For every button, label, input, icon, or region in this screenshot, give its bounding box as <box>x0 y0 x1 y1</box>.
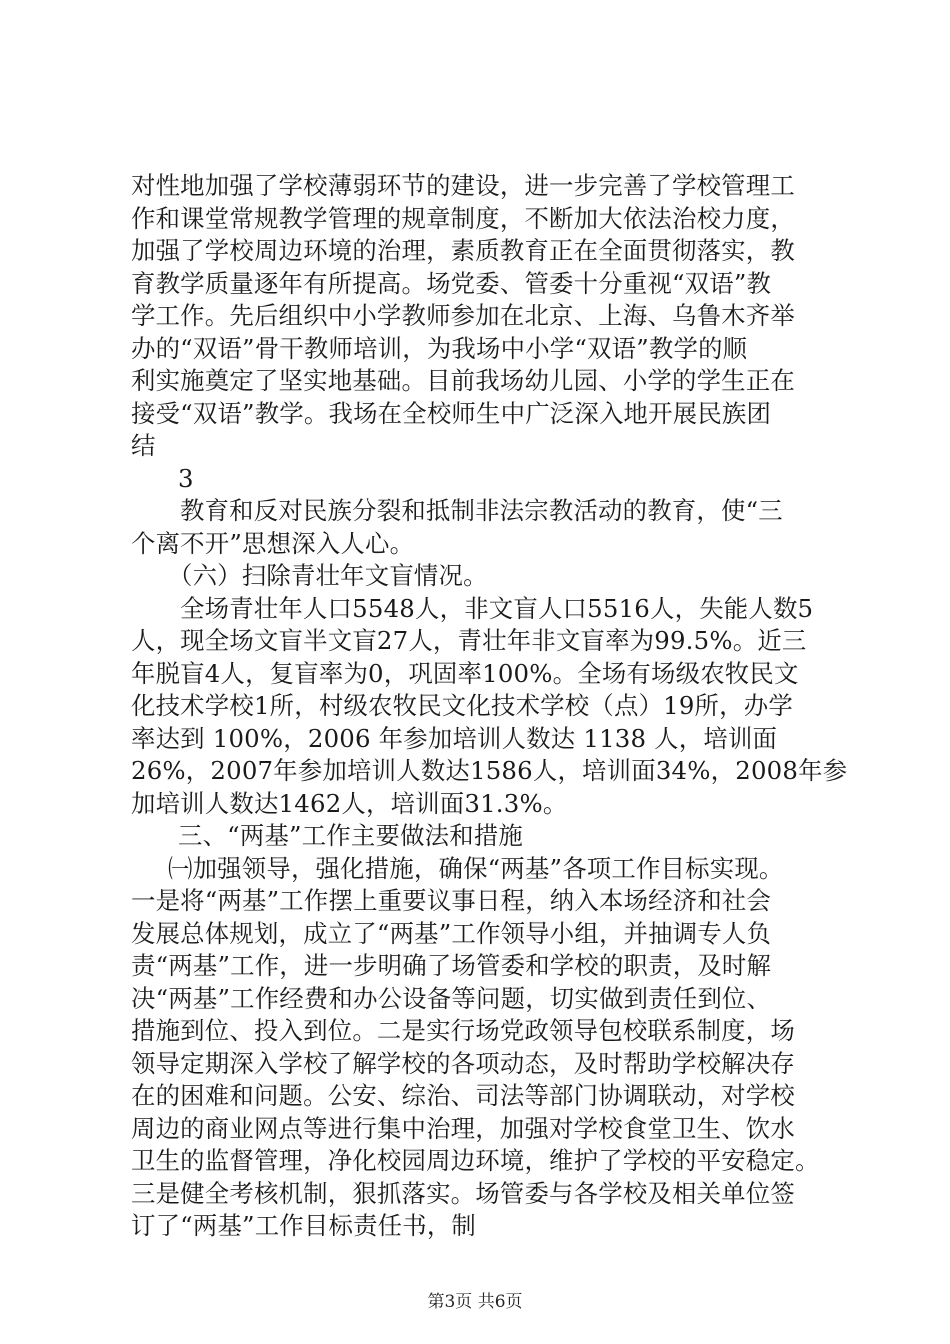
body-text-line: 一是将“两基”工作摆上重要议事日程，纳入本场经济和社会 <box>131 886 772 915</box>
body-text-line: 年脱盲4人，复盲率为0，巩固率100%。全场有场级农牧民文 <box>131 658 799 688</box>
body-text-line: 加培训人数达1462人，培训面31.3%。 <box>131 788 568 818</box>
paragraph-first-line: 教育和反对民族分裂和抵制非法宗教活动的教育，使“三 <box>180 496 783 525</box>
page-footer: 第3页 共6页 <box>427 1292 523 1312</box>
body-text-line: 订了“两基”工作目标责任书，制 <box>131 1211 477 1240</box>
page-number-marker: 3 <box>178 463 194 493</box>
body-text-line: 办的“双语”骨干教师培训，为我场中小学“双语”教学的顺 <box>131 333 748 363</box>
body-text-line: 加强了学校周边环境的治理，素质教育正在全面贯彻落实，教 <box>131 236 795 265</box>
paragraph-first-line: 全场青壮年人口5548人，非文盲人口5516人，失能人数5 <box>180 593 814 623</box>
body-text-line: 周边的商业网点等进行集中治理，加强对学校食堂卫生、饮水 <box>131 1113 795 1143</box>
body-text-line: 学工作。先后组织中小学教师参加在北京、上海、乌鲁木齐举 <box>131 301 795 330</box>
body-text-line: 个离不开”思想深入人心。 <box>131 528 415 558</box>
body-text-line: 人，现全场文盲半文盲27人，青壮年非文盲率为99.5%。近三 <box>131 626 807 655</box>
paragraph-first-line: ㈠加强领导，强化措施，确保“两基”各项工作目标实现。 <box>168 853 784 883</box>
section-heading: （六）扫除青壮年文盲情况。 <box>168 561 488 590</box>
body-text-line: 接受“双语”教学。我场在全校师生中广泛深入地开展民族团 <box>131 398 772 428</box>
body-text-line: 率达到 100%，2006 年参加培训人数达 1138 人，培训面 <box>131 723 778 753</box>
body-text-line: 决“两基”工作经费和办公设备等问题，切实做到责任到位、 <box>131 983 772 1013</box>
body-text-line: 化技术学校1所，村级农牧民文化技术学校（点）19所，办学 <box>131 691 793 720</box>
body-text-line: 责“两基”工作，进一步明确了场管委和学校的职责，及时解 <box>131 951 772 980</box>
body-text-line: 对性地加强了学校薄弱环节的建设，进一步完善了学校管理工 <box>131 171 795 200</box>
body-text-line: 结 <box>131 431 156 460</box>
body-text-line: 育教学质量逐年有所提高。场党委、管委十分重视“双语”教 <box>131 268 772 298</box>
section-heading: 三、“两基”工作主要做法和措施 <box>178 821 524 850</box>
body-text-line: 卫生的监督管理，净化校园周边环境，维护了学校的平安稳定。 <box>131 1146 820 1175</box>
body-text-line: 利实施奠定了坚实地基础。目前我场幼儿园、小学的学生正在 <box>131 366 795 395</box>
body-text-line: 措施到位、投入到位。二是实行场党政领导包校联系制度，场 <box>131 1016 795 1045</box>
body-text-line: 发展总体规划，成立了“两基”工作领导小组，并抽调专人负 <box>131 918 772 948</box>
body-text-line: 26%，2007年参加培训人数达1586人，培训面34%，2008年参 <box>131 756 848 785</box>
body-text-line: 三是健全考核机制，狠抓落实。场管委与各学校及相关单位签 <box>131 1178 795 1208</box>
body-text-line: 领导定期深入学校了解学校的各项动态，及时帮助学校解决存 <box>131 1048 795 1078</box>
body-text-line: 作和课堂常规教学管理的规章制度，不断加大依法治校力度， <box>131 203 795 233</box>
body-text-line: 在的困难和问题。公安、综治、司法等部门协调联动，对学校 <box>131 1081 795 1110</box>
